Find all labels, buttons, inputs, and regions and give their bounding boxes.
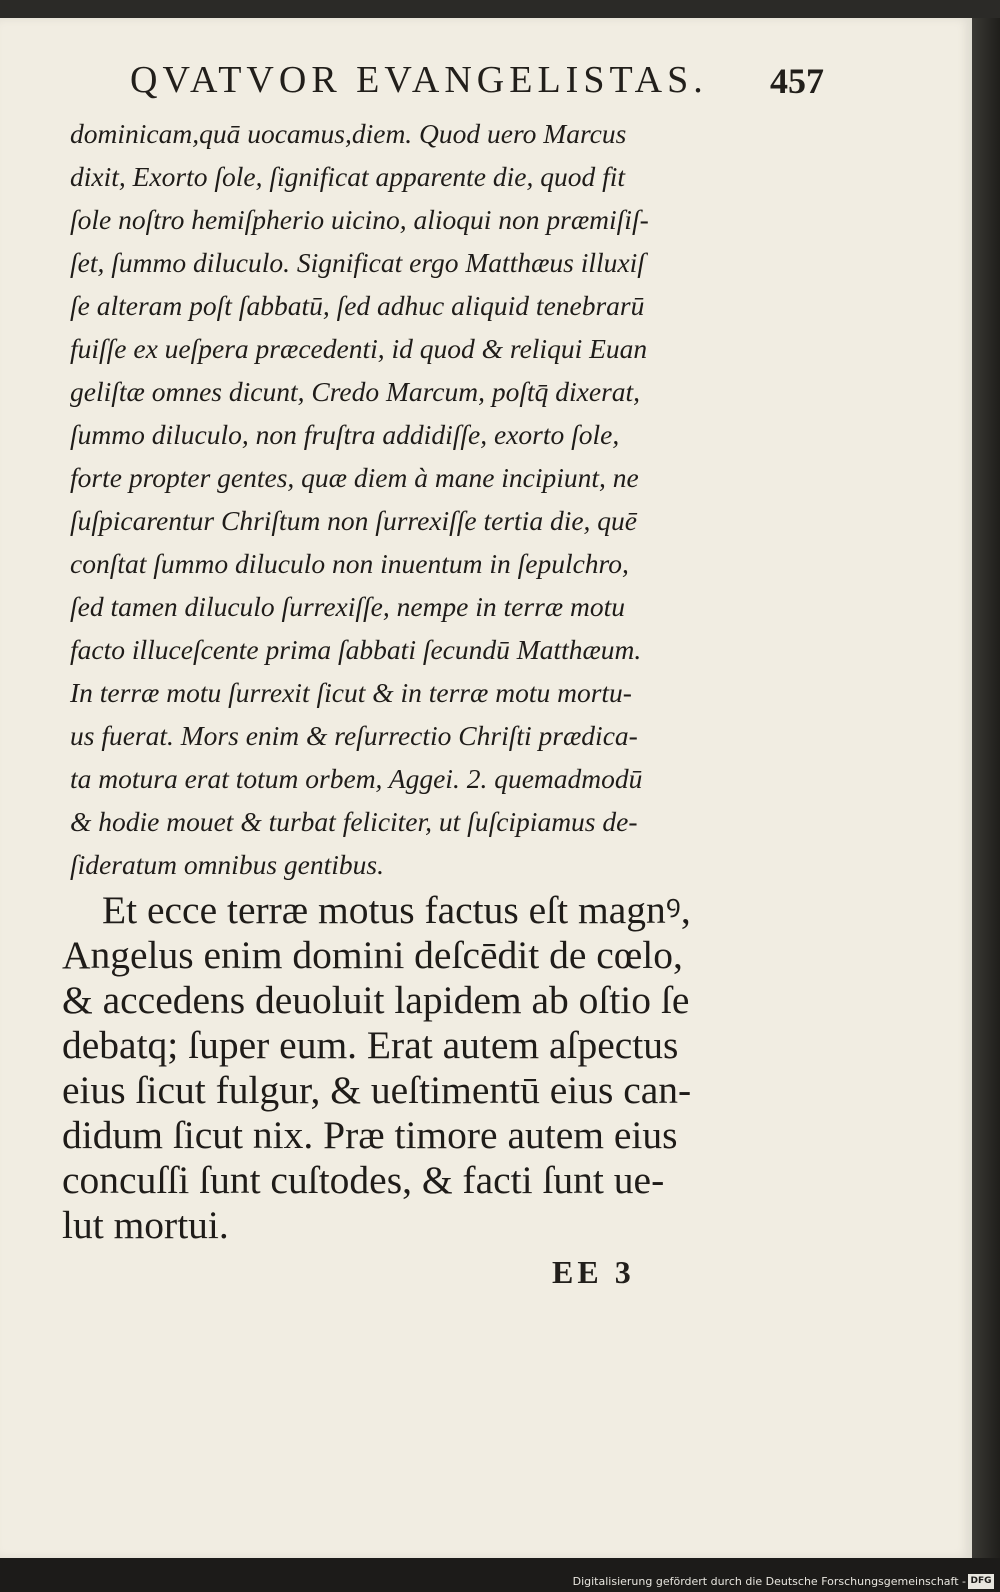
commentary-line: ſed tamen diluculo ſurrexiſſe, nempe in terræ motu [70, 591, 625, 622]
commentary-line: ſet, ſummo diluculo. Significat ergo Matthæus illuxiſ [70, 247, 645, 278]
scripture-line: concuſſi ſunt cuſtodes, & facti ſunt ue- [62, 1158, 665, 1202]
page-edge [972, 18, 1000, 1558]
scripture-line: eius ſicut fulgur, & ueſtimentū eius can- [62, 1068, 692, 1112]
commentary-line: ſideratum omnibus gentibus. [70, 849, 384, 880]
commentary-line: forte propter gentes, quæ diem à mane incipiunt, ne [70, 462, 639, 493]
commentary-line: In terræ motu ſurrexit ſicut & in terræ motu mortu- [70, 677, 632, 708]
dfg-logo-icon: DFG [968, 1574, 994, 1589]
commentary-line: ſuſpicarentur Chriſtum non ſurrexiſſe tertia die, quē [70, 505, 637, 536]
folio-number: 457 [770, 61, 824, 101]
running-head: QVATVOR EVANGELISTAS. [130, 59, 708, 101]
commentary-line: facto illuceſcente prima ſabbati ſecundū Matthæum. [70, 634, 642, 665]
scripture-block [62, 888, 782, 1248]
commentary-line: dominicam,quā uocamus,diem. Quod uero Marcus [70, 118, 627, 149]
scripture-line: Et ecce terræ motus factus eſt magnꝰ, [102, 888, 691, 932]
commentary-line: & hodie mouet & turbat feliciter, ut ſuſcipiamus de- [70, 806, 638, 837]
scripture-line: & accedens deuoluit lapidem ab oſtio ſe [62, 978, 690, 1022]
commentary-line: dixit, Exorto ſole, ſignificat apparente die, quod fit [70, 161, 626, 192]
scripture-line: debatq; ſuper eum. Erat autem aſpectus [62, 1023, 679, 1067]
commentary-line: ſummo diluculo, non fruſtra addidiſſe, exorto ſole, [70, 419, 620, 450]
commentary-line: us fuerat. Mors enim & reſurrectio Chriſti prædica- [70, 720, 638, 751]
footer-credit: Digitalisierung gefördert durch die Deutsche Forschungsgemeinschaft - [572, 1575, 966, 1588]
commentary-line: geliſtæ omnes dicunt, Credo Marcum, poſtq̄ dixerat, [70, 376, 641, 407]
signature-mark: EE 3 [552, 1254, 635, 1290]
scripture-line: Angelus enim domini deſcēdit de cœlo, [62, 933, 683, 977]
commentary-line: ſe alteram poſt ſabbatū, ſed adhuc aliquid tenebrarū [70, 290, 645, 321]
commentary-line: ta motura erat totum orbem, Aggei. 2. quemadmodū [70, 763, 643, 794]
scripture-line: lut mortui. [62, 1203, 229, 1247]
commentary-block [70, 112, 770, 886]
scripture-line: didum ſicut nix. Præ timore autem eius [62, 1113, 678, 1157]
commentary-line: fuiſſe ex ueſpera præcedenti, id quod & reliqui Euan [70, 333, 648, 364]
commentary-line: conſtat ſummo diluculo non inuentum in ſepulchro, [70, 548, 629, 579]
commentary-line: ſole noſtro hemiſpherio uicino, alioqui non præmiſiſ- [70, 204, 649, 235]
